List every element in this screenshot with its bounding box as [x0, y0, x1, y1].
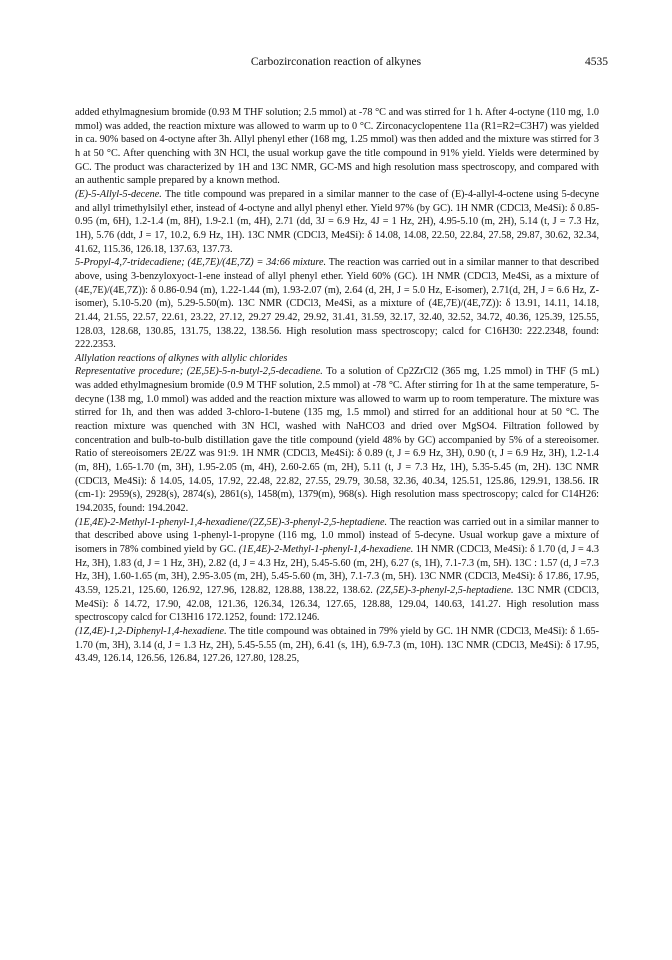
paragraph-allyl-decene [75, 188, 599, 256]
paragraph-text: 13C NMR (CDCl3, Me4Si): δ 14.72, 17.90, 42.08, 121.36, 126.34, 126.34, 127.65, 128.88, 129.04, 140.63, 141.27. High resolution mass spectroscopy calcd for C13H16 172.1252, found: 172.1246. [75, 584, 599, 624]
paragraph-text: The reaction was carried out in a similar manner to that described above, using 3-benzyloxyoct-1-ene instead of allyl phenyl ether. Yield 60% (GC). 1H NMR (CDCl3, Me4Si, as a mixture of (4E,7E)/(4E,7Z)): δ 0.86-0.94 (m), 1.22-1.44 (m), 1.93-2.07 (m), 2.64 (d, 2H, J = 5.0 Hz, E-isomer), 2.71(d, 2H, J = 6.6 Hz, Z-isomer), 5.10-5.20 (m), 5.29-5.50(m). 13C NMR (CDCl3, Me4Si, as a mixture of (4E,7E)/(4E,7Z)): δ 13.91, 14.11, 14.18, 21.44, 21.55, 22.57, 22.61, 23.22, 27.12, 29.27 29.42, 29.92, 31.41, 31.59, 32.17, 32.40, 32.52, 34.72, 40.36, 125.39, 125.55, 128.03, 128.68, 130.85, 131.75, 138.22, 138.56. High resolution mass spectroscopy; calcd for C16H30: 222.2348, found: 222.2353. [75, 257, 599, 351]
section-heading: Allylation reactions of alkynes with allylic chlorides [75, 352, 288, 364]
page-number: 4535 [585, 56, 608, 68]
paragraph-representative-procedure [75, 365, 599, 515]
paragraph-propyl-tridecadiene [75, 256, 599, 352]
paragraph-text: The title compound was obtained in 79% yield by GC. 1H NMR (CDCl3, Me4Si): δ 1.65-1.70 (m, 3H), 3.14 (d, J = 1.3 Hz, 2H), 5.45-5.55 (m, 2H), 6.41 (s, 1H), 6.9-7.3 (m, 10H). 13C NMR (CDCl3, Me4Si): δ 17.95, 43.49, 126.14, 126.56, 126.84, 127.26, 127.80, 128.25, [75, 625, 599, 665]
paragraph-text: To a solution of Cp2ZrCl2 (365 mg, 1.25 mmol) in THF (5 mL) was added ethylmagnesium bromide (0.9 M THF solution, 2.5 mmol) at -78 °C. After stirring for 1h at the same temperature, 5-decyne (138 mg, 1.0 mmol) was added and the reaction mixture was allowed to warm up to room temperature. The mixture was stirred for 1h, and then was added 3-chloro-1-butene (135 mg, 1.5 mmol) and stirred for an additional hour at 50 °C. The reaction mixture was quenched with 3N HCl, washed with NaHCO3 and dried over MgSO4. Filtration followed by concentration and bulb-to-bulb distillation gave the title compound (yield 48% by GC) accompanied by 5% of a stereoisomer. Ratio of stereoisomers 2E/2Z was 91:9. 1H NMR (CDCl3, Me4Si): δ 0.89 (t, J = 6.9 Hz, 3H), 0.90 (t, J = 6.9 Hz, 3H), 1.2-1.4 (m, 8H), 1.65-1.70 (m, 3H), 1.95-2.05 (m, 4H), 2.60-2.65 (m, 2H), 5.11 (t, J = 7.3 Hz, 1H), 5.35-5.45 (m, 2H). 13C NMR (CDCl3, Me4Si): δ 14.05, 14.05, 17.92, 22.48, 22.82, 27.55, 29.79, 30.58, 32.36, 40.34, 125.51, 125.86, 129.91, 138.56. IR (cm-1): 2959(s), 2928(s), 2874(s), 2861(s), 1458(m), 1379(m), 968(s). High resolution mass spectroscopy; calcd for C14H26: 194.2035, found: 194.2042. [75, 366, 599, 515]
compound-title: (1E,4E)-2-Methyl-1-phenyl-1,4-hexadiene/(2Z,5E)-3-phenyl-2,5-heptadiene. [75, 516, 388, 528]
compound-title: 5-Propyl-4,7-tridecadiene; (4E,7E)/(4E,7Z) = 34:66 mixture. [75, 257, 327, 269]
compound-title: (E)-5-Allyl-5-decene. [75, 188, 162, 200]
compound-title: Representative procedure; (2E,5E)-5-n-butyl-2,5-decadiene. [75, 366, 323, 378]
compound-subtitle: (1E,4E)-2-Methyl-1-phenyl-1,4-hexadiene. [238, 544, 414, 555]
compound-title: (1Z,4E)-1,2-Diphenyl-1,4-hexadiene. [75, 625, 227, 637]
paragraph-diphenyl-hexadiene [75, 625, 599, 666]
paragraph-procedure-continued: added ethylmagnesium bromide (0.93 M THF solution; 2.5 mmol) at -78 °C and was stirred for 1 h. After 4-octyne (110 mg, 1.0 mmol) was added, the reaction mixture was allowed to warm up to 0 °C. Zirconacyclopentene 11a (R1=R2=C3H7) was yielded in ca. 90% based on 4-octyne after 3h. Allyl phenyl ether (168 mg, 1.25 mmol) was then added and the mixture was stirred for 3 h at 50 °C. After quenching with 3N HCl, the usual workup gave the title compound in 91% yield. Yields were determined by GC. The product was characterized by 1H and 13C NMR, GC-MS and high resolution mass spectroscopy, and compared with an authentic sample prepared by a known method. [75, 107, 599, 187]
paragraph-text: 1H NMR (CDCl3, Me4Si): δ 1.70 (d, J = 4.3 Hz, 3H), 1.83 (d, J = 1 Hz, 3H), 2.82 (d, J = 4.3 Hz, 2H), 5.45-5.60 (m, 2H), 6.27 (s, 1H), 7.1-7.3 (m, 5H). 13C : 1.57 (d, J =7.3 Hz, 3H), 1.60-1.65 (m, 3H), 2.95-3.05 (m, 2H), 5.45-5.60 (m, 3H), 7.1-7.3 (m, 5H). 13C NMR (CDCl3, Me4Si): δ 17.86, 17.95, 43.59, 125.21, 125.60, 126.92, 127.96, 128.82, 128.88, 138.22, 138.62. [75, 544, 599, 596]
paragraph-text: The title compound was prepared in a similar manner to the case of (E)-4-allyl-4-octene using 5-decyne and allyl trimethylsilyl ether, instead of 4-octyne and allyl phenyl ether. Yield 97% (by GC). 1H NMR (CDCl3, Me4Si): δ 0.85-0.95 (m, 6H), 1.2-1.4 (m, 8H), 1.9-2.1 (m, 4H), 2.71 (dd, 3J = 6.9 Hz, 4J = 1 Hz, 2H), 4.95-5.10 (m, 2H), 5.14 (t, J = 7.3 Hz, 1H), 5.76 (ddt, J = 17, 10.2, 6.9 Hz, 1H). 13C NMR (CDCl3, Me4Si): δ 14.08, 14.08, 22.50, 22.84, 27.58, 29.87, 30.62, 32.34, 41.62, 115.36, 126.18, 137.63, 137.73. [75, 188, 599, 255]
paragraph-methyl-phenyl-hexadiene [75, 516, 599, 625]
paragraph-text: The reaction was carried out in a similar manner to that described above using 1-phenyl-1-propyne (116 mg, 1.0 mmol) instead of 5-decyne. Usual workup gave a mixture of isomers in 78% combined yield by GC. [75, 516, 599, 555]
running-title: Carbozirconation reaction of alkynes [250, 56, 422, 68]
compound-subtitle: (2Z,5E)-3-phenyl-2,5-heptadiene. [376, 584, 514, 596]
running-head [0, 56, 672, 72]
article-body [75, 106, 599, 666]
